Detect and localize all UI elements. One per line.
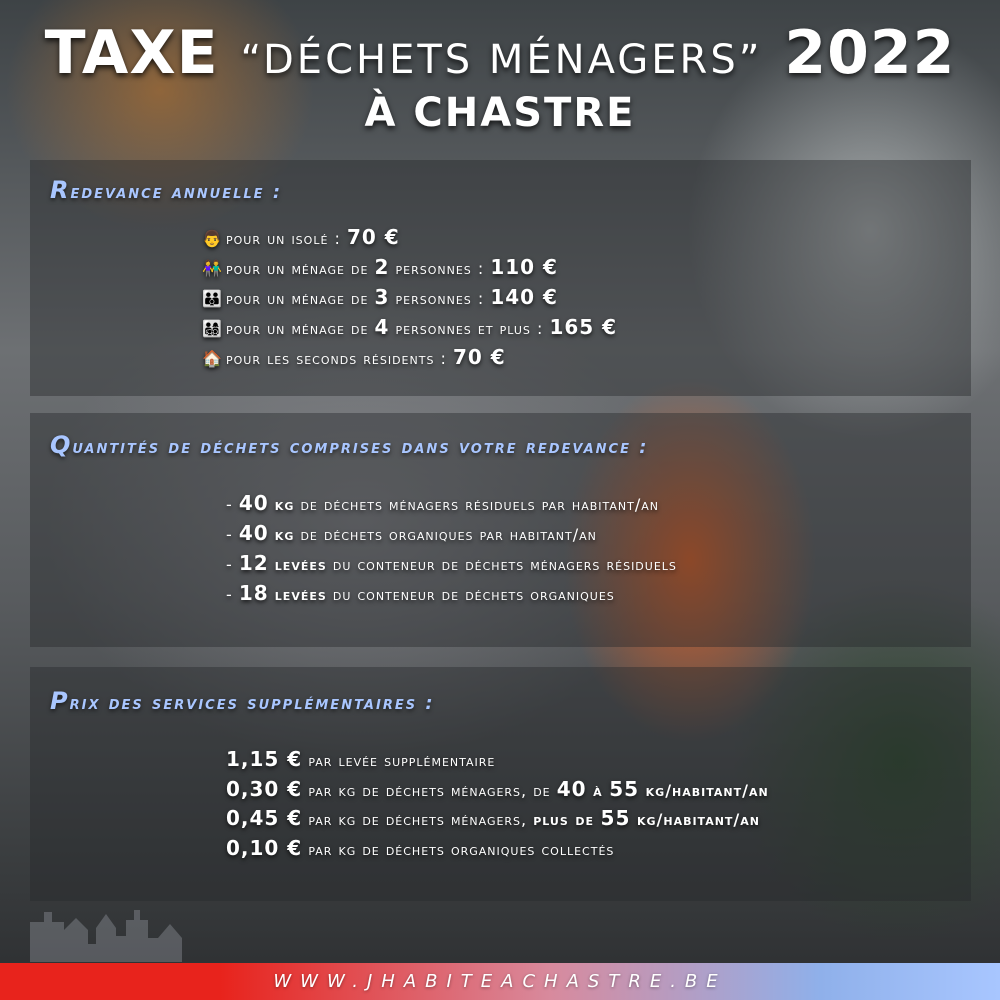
redevance-panel [30,160,971,396]
redevance-row-text2: personnes et plus : [389,319,550,338]
redevance-row-3-personnes [202,282,617,312]
quantity-unit: levées [274,585,327,604]
service-unit: kg/habitant/an [639,780,769,800]
service-text: par kg de déchets organiques collectés [302,839,615,859]
quantity-unit: kg [274,525,295,544]
service-price: 0,30 € [226,776,303,801]
quantites-panel-title [50,431,648,459]
redevance-row-text: pour un ménage de [226,289,375,308]
title-word-taxe: TAXE [44,18,219,88]
service-text-2: à [586,780,610,800]
redevance-title-rest: edevance annuelle : [70,182,283,203]
services-row [226,804,769,834]
redevance-row-price: 165 € [549,315,618,339]
redevance-row-price: 70 € [453,345,506,369]
redevance-row-price: 110 € [490,255,558,279]
footer-bar [0,963,1000,1000]
quantity-text: de déchets ménagers résiduels par habitant/an [294,495,659,514]
services-list [226,745,769,863]
quantity-number: 12 [238,551,269,575]
service-price: 1,15 € [226,747,303,771]
quantites-row [226,578,677,608]
redevance-panel-title [50,176,282,204]
title-quote-close: ” [738,37,763,83]
redevance-row-number: 4 [374,315,390,339]
quantity-text: du conteneur de déchets ménagers résiduels [326,555,677,574]
list-dash: - [226,555,239,574]
redevance-row-isole [202,222,617,252]
village-silhouette-logo [30,900,190,962]
redevance-row-text2: personnes : [389,259,491,278]
redevance-row-seconds-residents [202,342,617,372]
quantites-panel [30,413,971,647]
page-title [0,18,1000,95]
redevance-row-number: 3 [374,285,390,309]
quantity-number: 18 [238,581,269,605]
redevance-row-price: 70 € [346,225,400,249]
quantity-text: du conteneur de déchets organiques [326,585,615,604]
list-dash: - [226,495,239,514]
service-price: 0,45 € [226,806,303,830]
redevance-row-2-personnes [202,252,617,282]
services-row [226,834,769,864]
list-dash: - [226,585,239,604]
house-icon: 🏠 [202,349,223,368]
footer-website-url[interactable]: WWW.JHABITEACHASTRE.BE [273,971,727,992]
quantites-list [226,488,677,608]
title-quote-open: “ [240,37,263,83]
quantity-unit: kg [274,495,295,514]
redevance-title-initial: R [50,176,71,204]
redevance-row-4-personnes [202,312,617,342]
service-text: par kg de déchets ménagers, de [302,780,557,800]
person-icon: 👨 [202,229,223,248]
services-row [226,745,769,775]
redevance-row-text2: personnes : [389,289,491,308]
quantites-title-rest: uantités de déchets comprises dans votre redevance : [72,437,649,458]
service-unit: kg/habitant/an [630,810,760,829]
redevance-row-number: 2 [374,255,390,279]
quantites-title-initial: Q [50,431,73,459]
redevance-row-text: pour les seconds résidents : [226,349,453,368]
quantity-unit: levées [274,555,327,574]
service-bold-1: 40 [556,776,587,801]
redevance-row-text: pour un isolé : [226,229,347,248]
service-bold-1: plus de [533,810,601,829]
family-3-icon: 👪 [202,289,223,308]
redevance-list [202,222,617,372]
redevance-row-text: pour un ménage de [226,319,375,338]
quantites-row [226,518,677,548]
quantites-row [226,548,677,578]
redevance-row-price: 140 € [490,285,558,309]
services-panel [30,667,971,901]
quantity-number: 40 [238,521,269,545]
services-row [226,775,769,805]
service-bold-2: 55 [609,776,640,801]
service-text: par kg de déchets ménagers, [302,810,534,829]
page-subtitle: À CHASTRE [364,90,636,136]
couple-icon: 👫 [202,259,223,278]
services-title-rest: rix des services supplémentaires : [69,693,435,714]
redevance-row-text: pour un ménage de [226,259,375,278]
service-bold-2: 55 [600,806,631,830]
title-year: 2022 [784,18,956,88]
family-4-icon: 👨‍👩‍👧‍👦 [202,319,223,338]
service-price: 0,10 € [226,835,303,860]
quantites-row [226,488,677,518]
list-dash: - [226,525,239,544]
quantity-number: 40 [238,491,269,515]
services-title-initial: P [50,687,70,715]
quantity-text: de déchets organiques par habitant/an [294,525,597,544]
title-words-dechets-menagers: DÉCHETS MÉNAGERS [263,37,739,83]
service-text: par levée supplémentaire [302,751,496,770]
services-panel-title [50,687,435,715]
